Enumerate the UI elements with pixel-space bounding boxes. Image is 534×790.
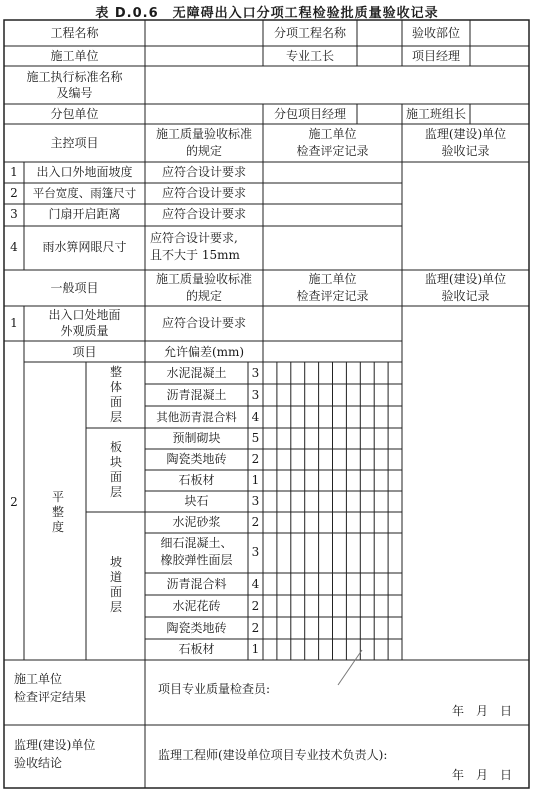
- main-item-4-name: 雨水箅网眼尺寸: [42, 240, 127, 254]
- flatness-char-3: 度: [51, 520, 64, 534]
- g1-row1-name: 水泥混凝土: [166, 366, 227, 380]
- footer-date-1: 年 月 日: [452, 704, 513, 718]
- g1-row2-name: 沥青混凝土: [166, 388, 227, 402]
- footer-supervision-line2: 验收结论: [14, 756, 63, 770]
- main-item-2-no: 2: [10, 186, 18, 200]
- group3-char-3: 面: [109, 585, 122, 599]
- g2-row1-value: 5: [251, 431, 260, 445]
- label-standard-line1: 施工执行标准名称: [26, 70, 123, 84]
- g1-row3-name: 其他沥青混合料: [156, 410, 237, 424]
- main-standard-col-line1: 施工质量验收标准: [155, 127, 252, 141]
- group1-char-3: 面: [109, 395, 122, 409]
- footer-construction-line2: 检查评定结果: [14, 690, 87, 704]
- label-project-manager: 项目经理: [411, 49, 460, 63]
- main-supervision-col-line1: 监理(建设)单位: [424, 127, 507, 141]
- general-item-1-rule: 应符合设计要求: [161, 316, 246, 330]
- g3-row2-name-line1: 细石混凝土、: [160, 536, 233, 550]
- footer-supervision-line1: 监理(建设)单位: [14, 738, 96, 752]
- main-item-3-rule: 应符合设计要求: [161, 207, 246, 221]
- group1-char-1: 整: [109, 365, 122, 379]
- footer-engineer: 监理工程师(建设单位项目专业技术负责人):: [158, 748, 388, 762]
- g3-row5-name: 陶瓷类地砖: [166, 621, 227, 635]
- g3-row3-name: 沥青混合料: [166, 577, 227, 591]
- g2-row1-name: 预制砌块: [172, 431, 221, 445]
- g2-row4-name: 块石: [184, 494, 209, 508]
- g3-row2-name-line2: 橡胶弹性面层: [160, 553, 233, 567]
- table-number: 表 D.0.6: [95, 6, 159, 21]
- main-item-1-rule: 应符合设计要求: [161, 165, 246, 179]
- g1-row2-value: 3: [251, 388, 260, 402]
- g3-row1-value: 2: [251, 515, 260, 529]
- g1-row1-value: 3: [251, 366, 260, 380]
- main-item-4-no: 4: [10, 240, 18, 254]
- g3-row3-value: 4: [251, 577, 260, 591]
- main-item-4-rule-line2: 且不大于 15mm: [150, 248, 240, 262]
- label-subcontract-unit: 分包单位: [50, 107, 99, 121]
- general-standard-col-line1: 施工质量验收标准: [155, 272, 252, 286]
- g3-row6-value: 1: [251, 642, 260, 656]
- label-project: 项目: [72, 345, 97, 359]
- general-item-2-no: 2: [10, 495, 18, 509]
- main-supervision-col-line2: 验收记录: [441, 144, 490, 158]
- g3-row6-name: 石板材: [178, 642, 215, 656]
- g3-row4-value: 2: [251, 599, 260, 613]
- g3-row1-name: 水泥砂浆: [172, 515, 221, 529]
- label-subproject-name: 分项工程名称: [273, 26, 346, 40]
- general-supervision-col-line2: 验收记录: [441, 289, 490, 303]
- main-check-col-line1: 施工单位: [308, 127, 357, 141]
- g1-row3-value: 4: [251, 410, 260, 424]
- label-subcontract-manager: 分包项目经理: [273, 107, 346, 121]
- g2-row2-name: 陶瓷类地砖: [166, 452, 227, 466]
- main-item-1-name: 出入口外地面坡度: [36, 165, 133, 179]
- label-team-leader: 施工班组长: [405, 107, 466, 121]
- footer-inspector: 项目专业质量检查员:: [158, 682, 271, 696]
- flatness-char-2: 整: [51, 505, 64, 519]
- label-standard-line2: 及编号: [56, 86, 93, 100]
- label-acceptance-part: 验收部位: [411, 26, 460, 40]
- general-item-1-name-line2: 外观质量: [60, 324, 109, 338]
- main-item-2-name: 平台宽度、雨篷尺寸: [32, 186, 137, 200]
- footer-construction-line1: 施工单位: [14, 672, 63, 686]
- main-item-1-no: 1: [10, 165, 18, 179]
- label-project-name: 工程名称: [50, 26, 99, 40]
- g2-row3-name: 石板材: [178, 473, 215, 487]
- label-foreman: 专业工长: [285, 49, 334, 63]
- group2-char-4: 层: [109, 485, 122, 499]
- general-item-1-no: 1: [10, 316, 18, 330]
- main-item-2-rule: 应符合设计要求: [161, 186, 246, 200]
- label-main-control: 主控项目: [50, 136, 99, 150]
- main-check-col-line2: 检查评定记录: [296, 144, 369, 158]
- group1-char-2: 体: [109, 380, 122, 394]
- general-supervision-col-line1: 监理(建设)单位: [424, 272, 507, 286]
- main-item-4-rule-line1: 应符合设计要求,: [150, 231, 238, 245]
- main-standard-col-line2: 的规定: [185, 144, 222, 158]
- group3-char-4: 层: [109, 600, 122, 614]
- g2-row2-value: 2: [251, 452, 260, 466]
- group3-char-2: 道: [109, 570, 122, 584]
- group3-char-1: 坡: [109, 555, 122, 569]
- main-item-3-name: 门扇开启距离: [48, 207, 121, 221]
- general-item-1-name-line1: 出入口处地面: [48, 308, 121, 322]
- group2-char-3: 面: [109, 470, 122, 484]
- general-check-col-line1: 施工单位: [308, 272, 357, 286]
- main-item-3-no: 3: [10, 207, 18, 221]
- g2-row4-value: 3: [251, 494, 260, 508]
- general-check-col-line2: 检查评定记录: [296, 289, 369, 303]
- general-standard-col-line2: 的规定: [185, 289, 222, 303]
- group1-char-4: 层: [109, 410, 122, 424]
- group2-char-2: 块: [109, 455, 122, 469]
- g3-row4-name: 水泥花砖: [172, 599, 221, 613]
- label-construction-unit: 施工单位: [50, 49, 99, 63]
- label-general: 一般项目: [50, 281, 99, 295]
- g3-row2-value: 3: [251, 545, 260, 559]
- table-title: 无障碍出入口分项工程检验批质量验收记录: [172, 6, 439, 21]
- group2-char-1: 板: [109, 440, 122, 454]
- g3-row5-value: 2: [251, 621, 260, 635]
- label-tolerance: 允许偏差(mm): [163, 345, 245, 359]
- footer-date-2: 年 月 日: [452, 768, 513, 782]
- flatness-char-1: 平: [51, 490, 64, 504]
- g2-row3-value: 1: [251, 473, 260, 487]
